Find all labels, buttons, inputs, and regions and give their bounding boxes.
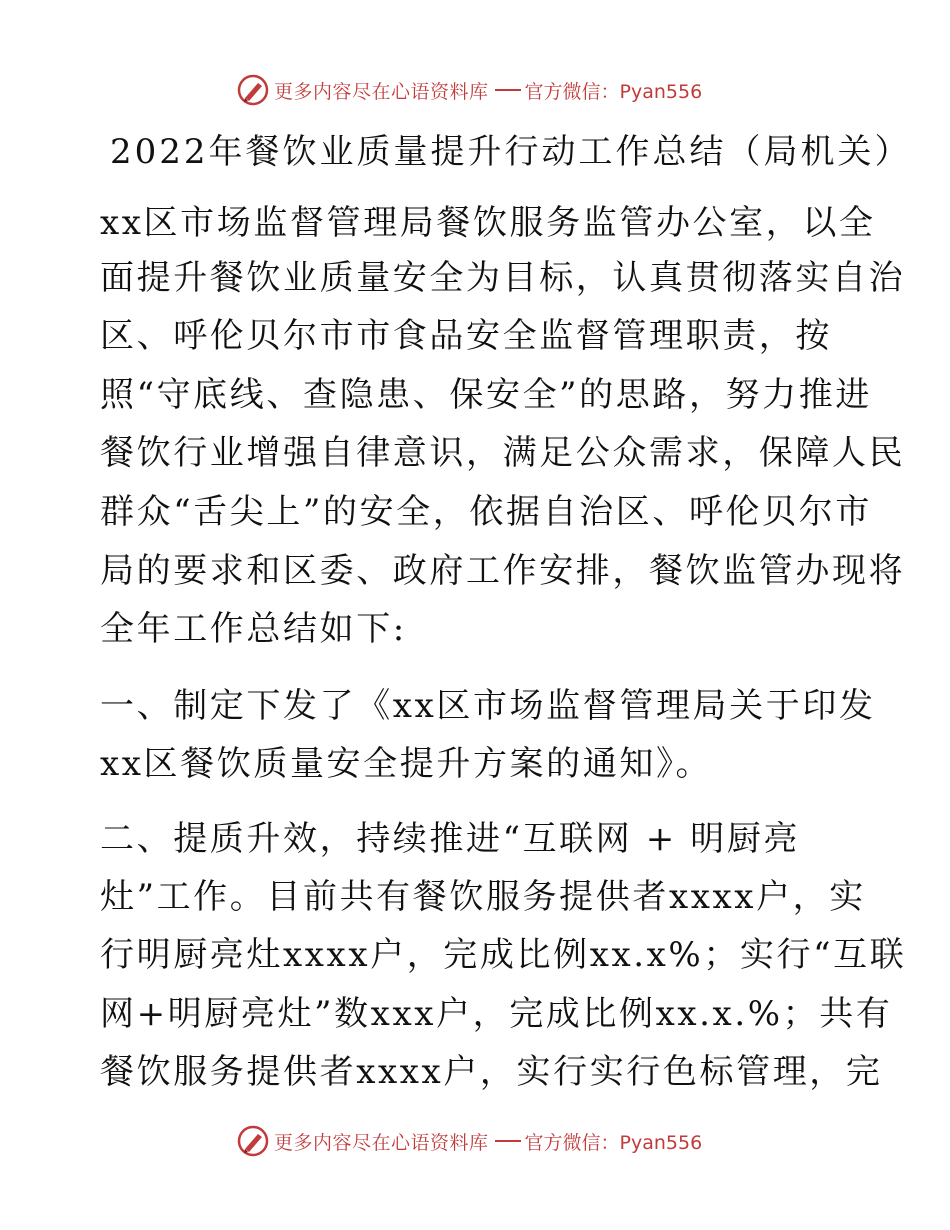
document-title: 2022年餐饮业质量提升行动工作总结（局机关） (110, 132, 912, 172)
body-line: 灶”工作。目前共有餐饮服务提供者xxxx户，实 (100, 877, 866, 917)
body-line: 全年工作总结如下: (100, 609, 407, 649)
watermark-banner-bottom (236, 1121, 702, 1161)
body-line: 照“守底线、查隐患、保安全”的思路，努力推进 (100, 375, 872, 415)
body-line: 餐饮服务提供者xxxx户，实行实行色标管理，完 (100, 1052, 883, 1092)
body-line: xx区市场监督管理局餐饮服务监管办公室，以全 (100, 203, 876, 243)
body-line: 餐饮行业增强自律意识，满足公众需求，保障人民 (100, 433, 906, 473)
watermark-banner-top (236, 70, 702, 110)
body-line: 面提升餐饮业质量安全为目标，认真贯彻落实自治 (100, 258, 906, 298)
section-heading-2: 二、提质升效，持续推进“互联网 + 明厨亮 (100, 819, 801, 859)
watermark-contact-text: 官方微信：Pyan556 (524, 1131, 703, 1154)
pen-logo-icon (236, 1124, 270, 1158)
watermark-contact-text: 官方微信：Pyan556 (524, 80, 703, 103)
watermark-dash (495, 1140, 521, 1142)
watermark-site-text: 更多内容尽在心语资料库 (274, 80, 489, 103)
watermark-site-text: 更多内容尽在心语资料库 (274, 1131, 489, 1154)
body-line: 网+明厨亮灶”数xxx户，完成比例xx.x.%；共有 (100, 994, 893, 1034)
pen-logo-icon (236, 73, 270, 107)
section-heading-1: 一、制定下发了《xx区市场监督管理局关于印发 (100, 686, 876, 726)
body-line: xx区餐饮质量安全提升方案的通知》。 (100, 744, 713, 784)
body-line: 区、呼伦贝尔市市食品安全监督管理职责，按 (100, 316, 832, 356)
watermark-dash (495, 89, 521, 91)
body-line: 局的要求和区委、政府工作安排，餐饮监管办现将 (100, 551, 906, 591)
body-line: 群众“舌尖上”的安全，依据自治区、呼伦贝尔市 (100, 492, 872, 532)
body-line: 行明厨亮灶xxxx户，完成比例xx.x%；实行“互联 (100, 935, 907, 975)
